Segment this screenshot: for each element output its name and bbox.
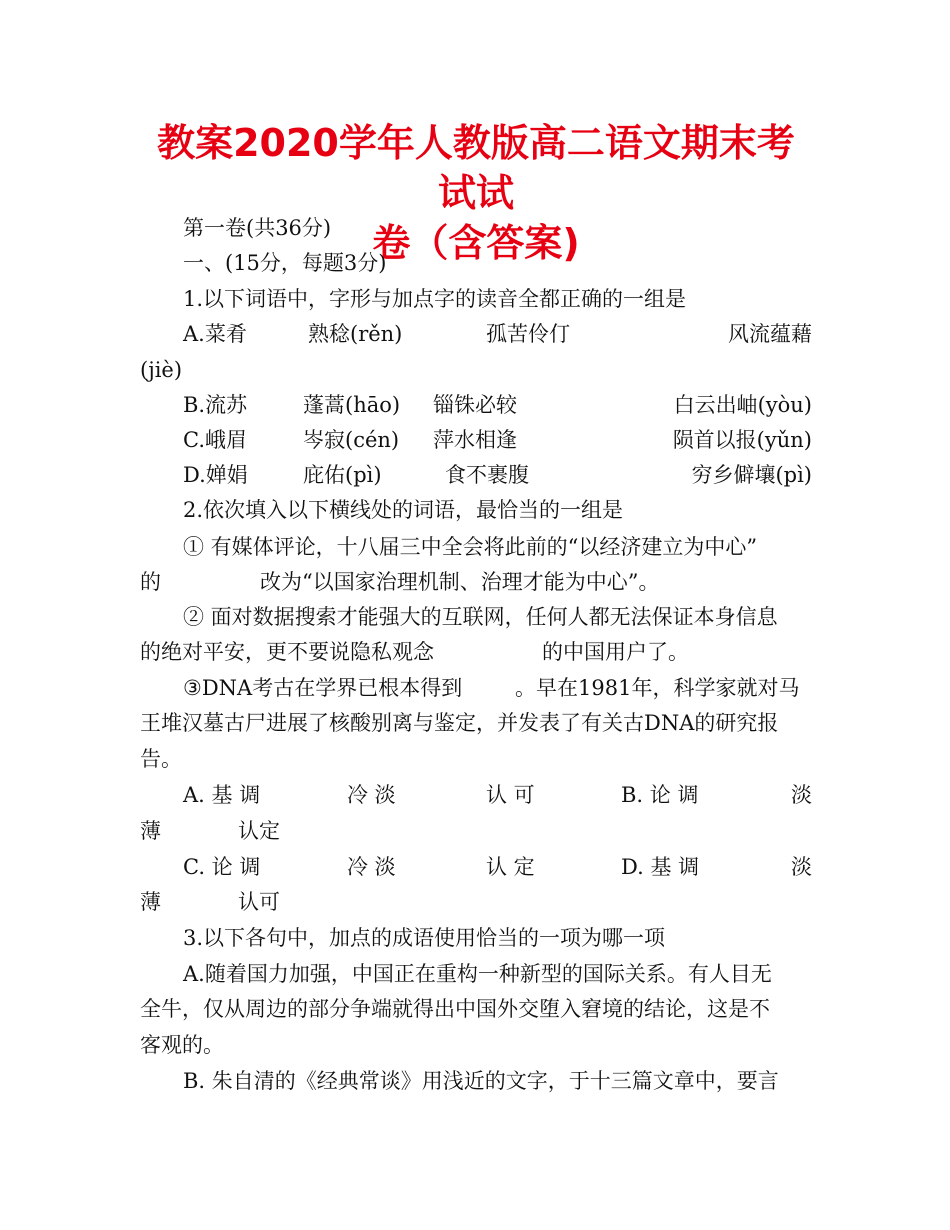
q1-option-d — [183, 460, 812, 490]
part-heading: 第一卷(共36分) — [183, 216, 332, 240]
title-line-1: 教案2020学年人教版高二语文期末考试试 — [157, 121, 795, 215]
q1-stem: 1.以下词语中，字形与加点字的读音全都正确的一组是 — [183, 287, 687, 311]
q2-options-ab — [183, 780, 812, 810]
q2-sentence-1-line-2 — [140, 567, 812, 597]
q2-option-d-wrap-2: 认可 — [238, 890, 280, 914]
section-heading: 一、(15分，每题3分) — [183, 251, 387, 275]
q1-c-3: 萍水相逢 — [433, 428, 517, 452]
q2-option-d-wrap-1: 薄 — [140, 890, 161, 914]
q2-option-b-2: 淡 — [791, 783, 812, 807]
q3-option-a-line-2: 全牛，仅从周边的部分争端就得出中国外交堕入窘境的结论，这是不 — [140, 997, 770, 1021]
q2-option-c: C. 论 调 — [183, 855, 261, 879]
q2-s3-suffix: 。早在1981年，科学家就对马 — [515, 676, 800, 700]
q3-option-a-line-1: A.随着国力加强，中国正在重构一种新型的国际关系。有人目无 — [183, 962, 772, 986]
q2-s1-suffix: 改为“以国家治理机制、治理才能为中心”。 — [260, 570, 660, 594]
title-line-2: 卷（含答案) — [372, 221, 580, 265]
q3-option-b-line-1: B. 朱自清的《经典常谈》用浅近的文字，于十三篇文章中，要言 — [183, 1069, 779, 1093]
q2-option-a-3: 认 可 — [486, 783, 535, 807]
q1-a-4: 风流蕴藉 — [728, 322, 812, 346]
q1-option-a-wrap: (jiè) — [140, 358, 183, 382]
q2-sentence-1-line-1: ① 有媒体评论，十八届三中全会将此前的“以经济建立为中心” — [183, 535, 758, 559]
q1-a-2: 熟稔(rěn) — [308, 322, 403, 346]
q3-stem: 3.以下各句中，加点的成语使用恰当的一项为哪一项 — [183, 926, 666, 950]
q2-s2-prefix: 的绝对平安，更不要说隐私观念 — [140, 640, 434, 664]
q1-b-1: B.流苏 — [183, 393, 248, 417]
q1-b-4: 白云出岫(yòu) — [673, 393, 812, 417]
q1-b-2: 蓬蒿(hāo) — [303, 393, 401, 417]
q1-d-2: 庇佑(pì) — [303, 463, 382, 487]
document-title — [140, 118, 812, 268]
q2-option-b: B. 论 调 — [621, 783, 699, 807]
q2-sentence-3-line-3: 告。 — [140, 747, 182, 771]
q1-d-3: 食不裹腹 — [445, 463, 529, 487]
q1-b-3: 锱铢必较 — [433, 393, 517, 417]
q2-sentence-3-line-1 — [183, 673, 812, 703]
q2-option-a-2: 冷 淡 — [347, 783, 396, 807]
q2-option-d-2: 淡 — [791, 855, 812, 879]
q2-s3-prefix: ③DNA考古在学界已根本得到 — [183, 676, 463, 700]
q2-options-cd-wrap — [140, 887, 812, 917]
q2-option-b-wrap-1: 薄 — [140, 819, 161, 843]
q2-stem: 2.依次填入以下横线处的词语，最恰当的一组是 — [183, 498, 624, 522]
q2-option-b-wrap-2: 认定 — [238, 819, 280, 843]
q2-option-c-2: 冷 淡 — [347, 855, 396, 879]
q2-option-a: A. 基 调 — [183, 783, 261, 807]
q1-a-3: 孤苦伶仃 — [486, 322, 570, 346]
q1-a-1: A.菜肴 — [183, 322, 247, 346]
q2-option-d: D. 基 调 — [621, 855, 700, 879]
q2-s1-prefix: 的 — [140, 570, 161, 594]
q1-option-b — [183, 390, 812, 420]
q2-options-ab-wrap — [140, 816, 812, 846]
q2-sentence-2-line-1: ② 面对数据搜索才能强大的互联网，任何人都无法保证本身信息 — [183, 605, 778, 629]
q2-option-c-3: 认 定 — [486, 855, 535, 879]
q2-options-cd — [183, 852, 812, 882]
q1-c-4: 陨首以报(yǔn) — [672, 428, 812, 452]
q1-c-2: 岑寂(cén) — [303, 428, 400, 452]
q1-d-1: D.婵娟 — [183, 463, 248, 487]
q1-option-c — [183, 425, 812, 455]
q2-s2-suffix: 的中国用户了。 — [542, 640, 689, 664]
q2-sentence-3-line-2: 王堆汉墓古尸进展了核酸别离与鉴定，并发表了有关古DNA的研究报 — [140, 711, 779, 735]
q3-option-a-line-3: 客观的。 — [140, 1033, 224, 1057]
q1-c-1: C.峨眉 — [183, 428, 247, 452]
q1-d-4: 穷乡僻壤(pì) — [691, 463, 812, 487]
q1-option-a — [183, 319, 812, 349]
q2-sentence-2-line-2 — [140, 637, 812, 667]
